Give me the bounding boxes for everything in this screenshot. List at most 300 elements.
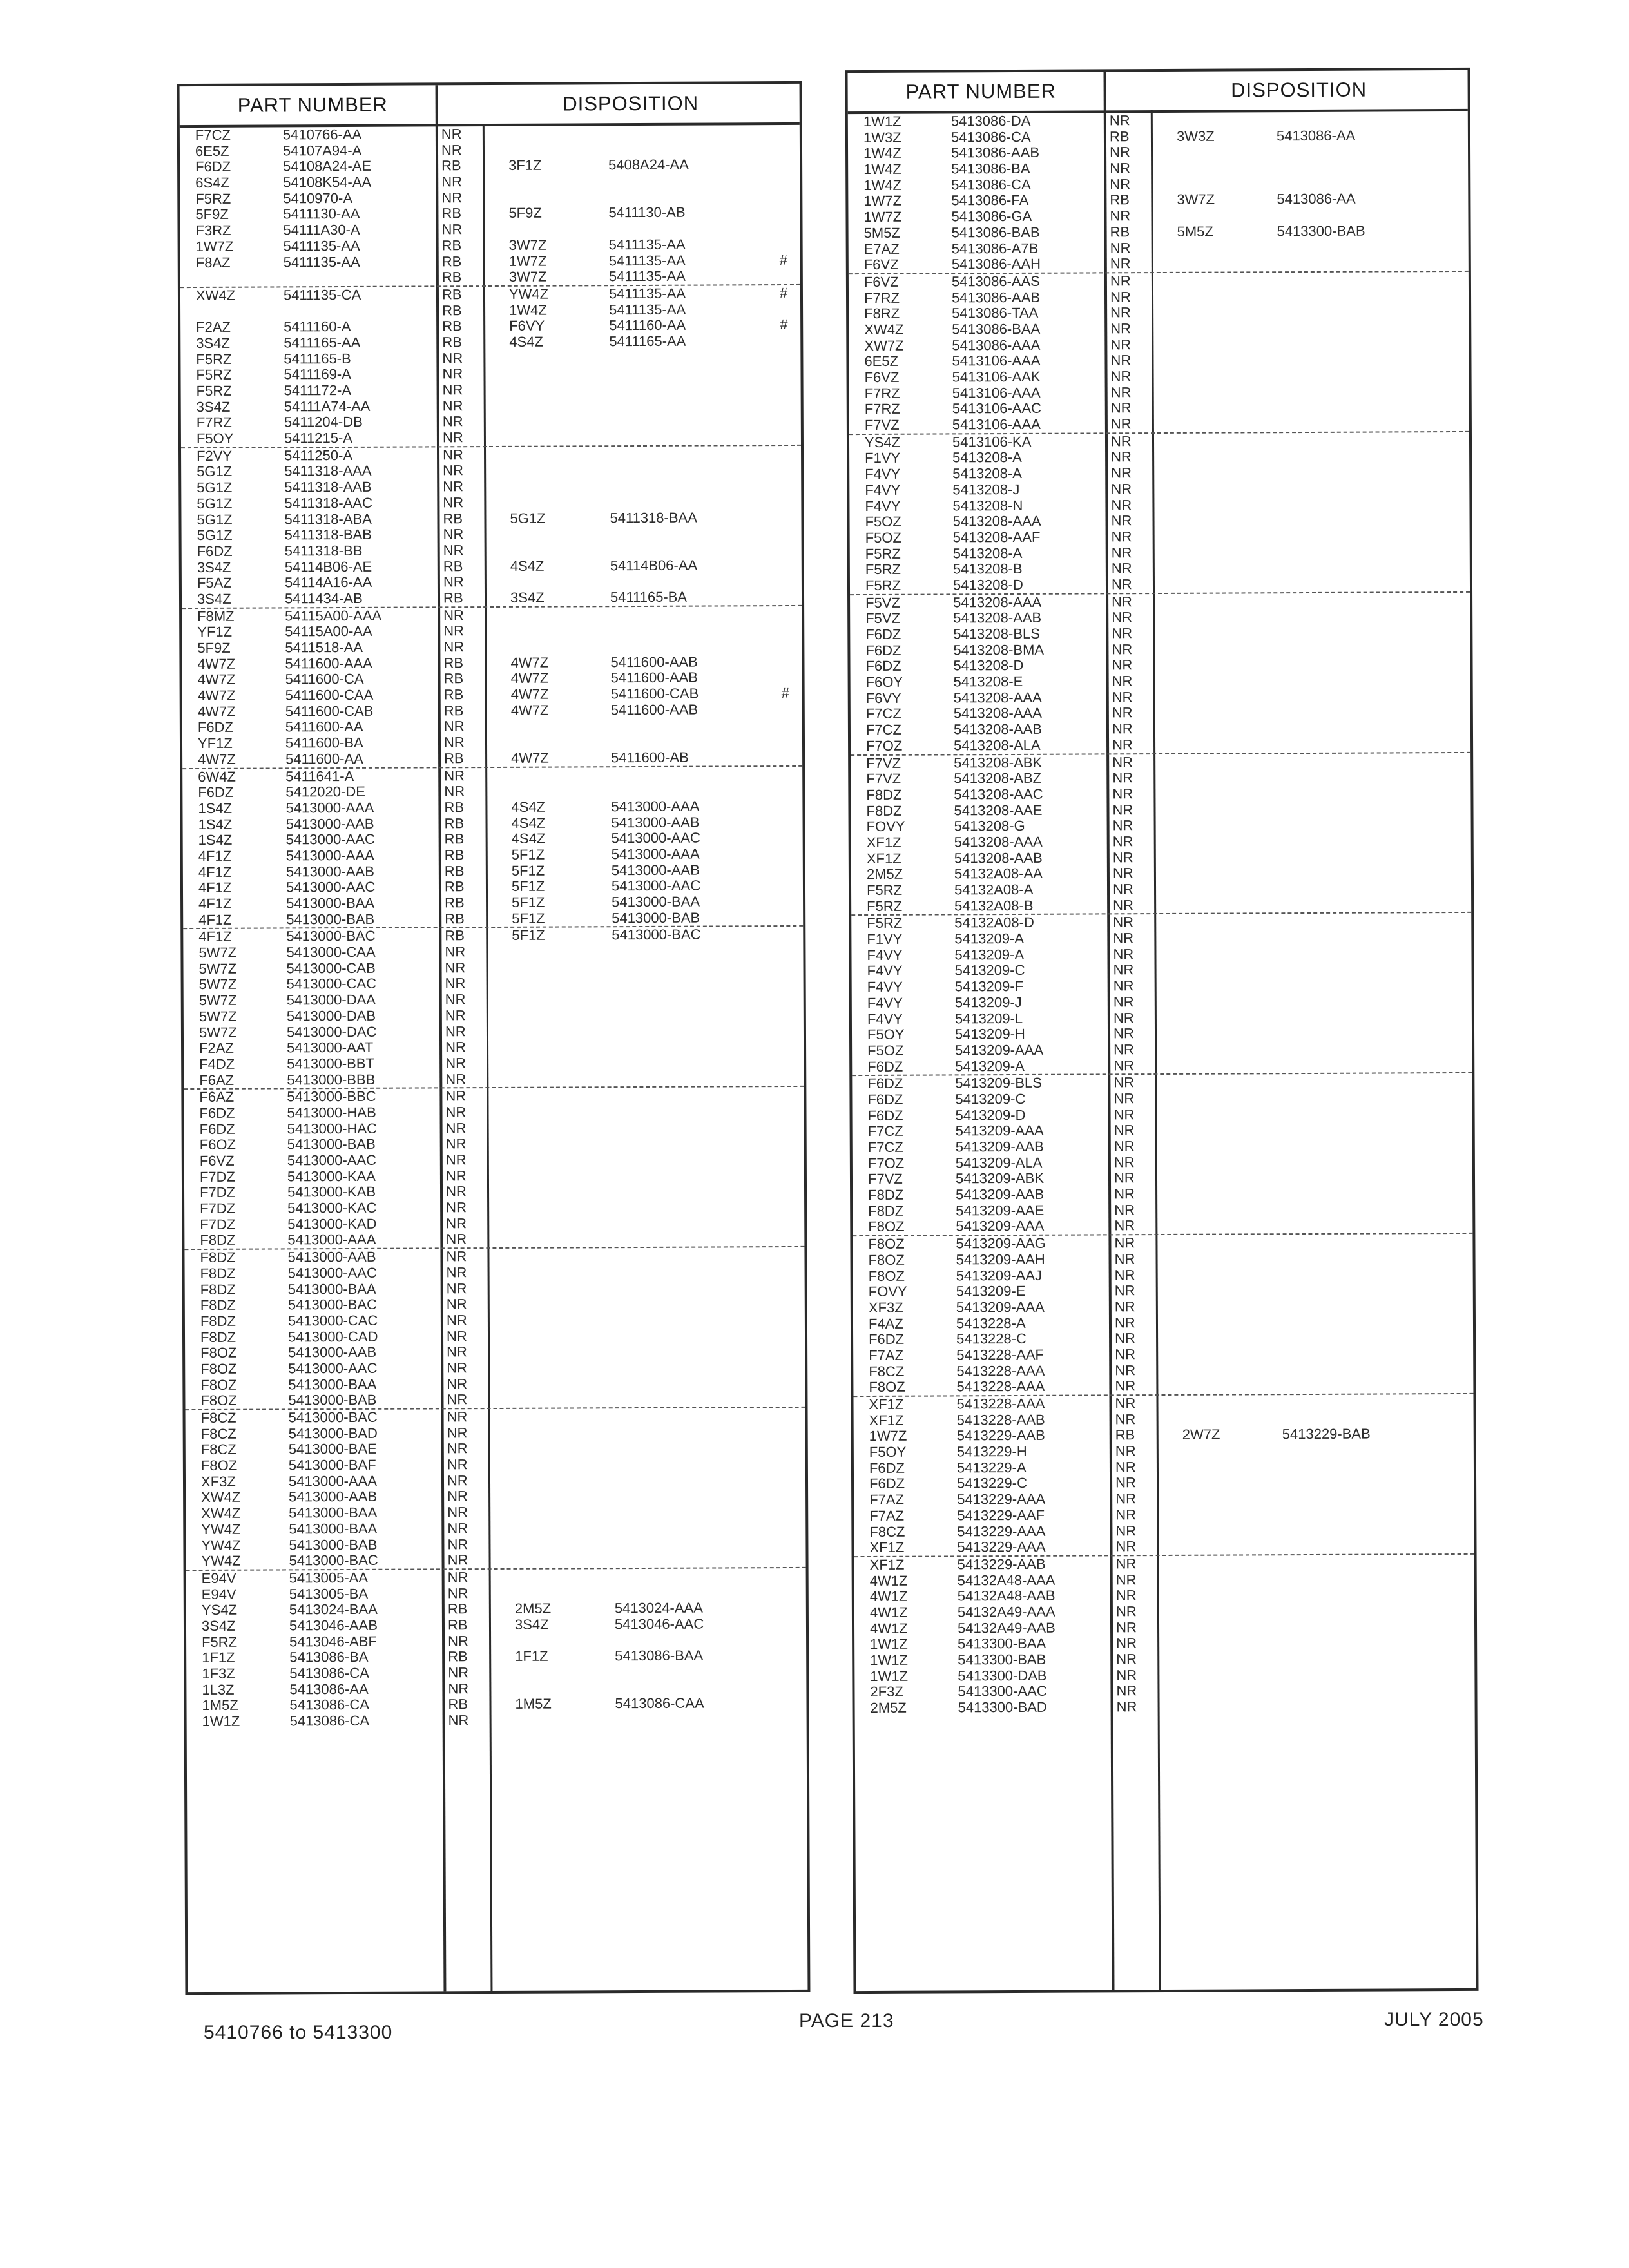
disposition-code: NR <box>1109 144 1130 160</box>
model-code: XF1Z <box>869 1412 904 1428</box>
part-number: 5413000-BBC <box>287 1088 376 1105</box>
part-number: 5413000-BAB <box>289 1536 378 1553</box>
part-number: 5413086-A7B <box>951 240 1039 256</box>
disposition-code: NR <box>1113 945 1134 963</box>
disposition-code: NR <box>1113 977 1134 994</box>
disposition-header: DISPOSITION <box>563 91 699 115</box>
new-model-code: 5F9Z <box>508 205 542 222</box>
disposition-code: NR <box>447 1488 468 1504</box>
disposition-code: RB <box>445 894 465 911</box>
table-row <box>182 749 802 768</box>
part-number: 5413000-AAB <box>287 1248 376 1265</box>
disposition-code: NR <box>1112 769 1133 786</box>
part-number: 5413208-BMA <box>953 641 1045 658</box>
part-number: 5413000-AAC <box>287 1151 377 1169</box>
model-code: F4VY <box>867 947 903 963</box>
new-model-code: 5F1Z <box>512 910 545 927</box>
model-code: 5W7Z <box>198 944 237 961</box>
new-model-code: 5F1Z <box>511 878 545 895</box>
part-number: 5413000-CAC <box>287 1312 378 1329</box>
model-code: F8DZ <box>200 1312 236 1329</box>
disposition-code: NR <box>1113 1090 1135 1107</box>
part-number: 5413209-AAB <box>956 1186 1045 1203</box>
disposition-code: NR <box>446 1231 467 1247</box>
model-code: 5F9Z <box>195 206 229 223</box>
part-number: 5413209-AAA <box>955 1041 1044 1059</box>
model-code: F7CZ <box>195 126 231 144</box>
part-number: 5413208-ABK <box>954 754 1043 771</box>
disposition-code: NR <box>1112 817 1133 834</box>
model-code: F6DZ <box>199 1120 235 1137</box>
model-code: E94V <box>201 1570 236 1586</box>
model-code: 6W4Z <box>198 768 236 785</box>
part-number: 54115A00-AA <box>285 623 372 640</box>
disposition-code: NR <box>1111 544 1132 561</box>
part-number: 54132A48-AAB <box>957 1587 1055 1604</box>
new-model-code: 4W7Z <box>510 702 549 718</box>
part-number: 5413208-BLS <box>953 625 1040 642</box>
disposition-code: NR <box>1111 576 1132 593</box>
model-code: F8OZ <box>200 1360 237 1377</box>
new-model-code: 3W7Z <box>508 236 547 253</box>
model-code: F1VY <box>867 930 903 948</box>
disposition-code: NR <box>1116 1682 1137 1699</box>
part-number: 5413209-AAE <box>956 1202 1045 1219</box>
part-number: 5413208-A <box>952 544 1023 561</box>
part-number: 5413228-AAA <box>956 1362 1045 1379</box>
disposition-code: RB <box>441 157 461 174</box>
disposition-code: NR <box>445 1070 467 1087</box>
model-code: 2M5Z <box>870 1699 907 1716</box>
part-number: 5413208-AAA <box>953 705 1042 722</box>
part-number: 5413208-AAB <box>953 610 1042 626</box>
disposition-code: RB <box>441 237 462 254</box>
part-number: 5413000-HAB <box>287 1104 376 1121</box>
disposition-code: NR <box>1115 1395 1136 1412</box>
new-model-code: 1F1Z <box>515 1648 548 1665</box>
model-code: YW4Z <box>201 1552 241 1570</box>
disposition-code: NR <box>1112 609 1133 626</box>
model-code: E94V <box>201 1586 236 1602</box>
disposition-code: NR <box>443 478 464 495</box>
part-number: 5411600-BA <box>285 735 363 751</box>
model-code: F4VY <box>865 465 901 483</box>
part-number: 54115A00-AAA <box>285 607 382 624</box>
model-code: F6DZ <box>865 626 901 642</box>
disposition-code: NR <box>1110 416 1132 432</box>
table-row <box>849 415 1469 434</box>
model-code: F6DZ <box>869 1475 905 1492</box>
model-code: 4F1Z <box>198 847 232 864</box>
model-code: F6VZ <box>863 273 899 290</box>
part-number: 5413086-AAB <box>950 144 1040 161</box>
part-number: 5413000-AAC <box>285 879 376 896</box>
table-row <box>186 1551 805 1570</box>
disposition-code: NR <box>441 173 463 190</box>
disposition-code: NR <box>1113 1009 1134 1026</box>
part-number: 5413000-AAB <box>285 863 374 880</box>
disposition-code: RB <box>1109 128 1130 145</box>
disposition-code: NR <box>1112 736 1133 753</box>
disposition-code: NR <box>441 141 462 159</box>
disposition-code: RB <box>441 269 462 285</box>
model-code: F4DZ <box>199 1055 235 1072</box>
part-number: 5413209-D <box>955 1106 1026 1124</box>
disposition-code: RB <box>443 557 463 574</box>
model-code: F6DZ <box>869 1459 905 1476</box>
note-flag: # <box>781 685 789 702</box>
model-code: F6DZ <box>867 1091 903 1108</box>
disposition-code: NR <box>1112 657 1133 673</box>
disposition-code: RB <box>443 670 464 687</box>
disposition-code: NR <box>441 126 462 142</box>
part-number: 5413208-AAA <box>953 593 1042 611</box>
disposition-code: RB <box>443 654 464 671</box>
table-row <box>851 736 1470 754</box>
table-row <box>855 1698 1475 1716</box>
part-number: 54132A49-AAA <box>957 1603 1055 1620</box>
disposition-code: NR <box>446 1264 467 1281</box>
disposition-code: NR <box>1112 625 1133 642</box>
row-group <box>853 1234 1473 1397</box>
model-code: F2AZ <box>196 319 231 336</box>
part-number: 5413208-AAA <box>952 512 1041 530</box>
part-number: 5413208-B <box>952 561 1023 577</box>
part-number: 5413209-C <box>955 1090 1026 1108</box>
disposition-code: RB <box>447 1617 468 1633</box>
new-part-number: 5413000-AAA <box>611 798 700 815</box>
model-code: 1W7Z <box>195 238 234 255</box>
part-number: 5413000-CAC <box>286 975 377 992</box>
disposition-code: NR <box>1115 1538 1137 1555</box>
new-part-number: 5411600-AAB <box>610 653 698 670</box>
row-group <box>850 593 1470 756</box>
part-number: 5413209-C <box>954 962 1025 979</box>
disposition-code: NR <box>446 1199 467 1216</box>
part-number: 5413000-KAC <box>287 1199 377 1216</box>
footer-part-range: 5410766 to 5413300 <box>204 2022 393 2043</box>
model-code: F5AZ <box>197 575 232 591</box>
model-code: F4VY <box>867 963 903 979</box>
model-code: F7CZ <box>865 706 901 722</box>
part-number: 54111A30-A <box>283 222 360 238</box>
part-number: 5413209-AAG <box>956 1235 1046 1252</box>
new-model-code: 5F1Z <box>512 927 545 944</box>
model-code: 1F3Z <box>202 1665 235 1682</box>
model-code: F5RZ <box>195 190 231 207</box>
part-number: 54108A24-AE <box>283 158 372 175</box>
disposition-code: NR <box>445 1167 467 1184</box>
model-code: F5VZ <box>865 610 901 627</box>
row-group <box>186 1568 807 1730</box>
disposition-code: NR <box>445 959 466 976</box>
row-group <box>184 1247 805 1410</box>
model-code: 5G1Z <box>197 463 233 480</box>
disposition-code: NR <box>1112 640 1133 658</box>
new-part-number: 5411318-BAA <box>610 509 697 526</box>
model-code: 1W1Z <box>870 1667 909 1684</box>
part-number: 5413005-AA <box>289 1569 369 1586</box>
disposition-code: RB <box>444 862 465 879</box>
disposition-code: NR <box>443 734 465 751</box>
part-number: 5413209-AAA <box>956 1298 1045 1316</box>
part-number: 5413000-DAB <box>286 1007 376 1024</box>
note-flag: # <box>780 316 788 333</box>
new-model-code: F6VY <box>509 317 545 334</box>
model-code: 5M5Z <box>863 224 900 241</box>
part-number: 5413000-CAA <box>286 943 376 961</box>
part-number: 5413086-BAA <box>952 320 1041 338</box>
disposition-code: NR <box>1113 961 1134 978</box>
disposition-code: RB <box>1110 191 1130 208</box>
model-code: F8OZ <box>868 1267 905 1284</box>
model-code: F6DZ <box>197 719 233 736</box>
table-header <box>180 84 800 128</box>
part-number: 5413000-BAB <box>288 1392 377 1408</box>
disposition-code: NR <box>1109 112 1130 129</box>
model-code: 1F1Z <box>202 1649 235 1666</box>
new-model-code: 5F1Z <box>511 846 545 863</box>
part-number: 5413000-BAE <box>288 1441 377 1457</box>
disposition-code: NR <box>447 1440 468 1457</box>
part-number: 54132A08-AA <box>954 865 1043 882</box>
table-row <box>849 255 1469 273</box>
model-code: 1W4Z <box>863 177 902 193</box>
part-number: 5413000-BAB <box>286 910 375 928</box>
part-number: 5413000-BAB <box>287 1136 376 1153</box>
part-number: 5413208-ABZ <box>954 769 1042 787</box>
row-group <box>848 111 1469 274</box>
model-code: F8OZ <box>868 1251 905 1268</box>
disposition-code: NR <box>447 1424 468 1441</box>
model-code: F6DZ <box>199 1104 235 1121</box>
disposition-code: RB <box>441 286 462 303</box>
disposition-code: NR <box>443 573 464 590</box>
part-number: 5413000-BAA <box>286 894 375 912</box>
model-code: F6VZ <box>864 369 900 386</box>
new-part-number: 5411130-AB <box>608 204 686 221</box>
disposition-code: NR <box>1113 1074 1135 1091</box>
disposition-code: NR <box>1115 1619 1137 1635</box>
new-part-number: 5413086-BAA <box>615 1647 704 1664</box>
model-code: XF1Z <box>866 850 901 867</box>
model-code: YS4Z <box>201 1601 237 1619</box>
new-model-code: 5F1Z <box>512 894 545 910</box>
part-number: 5413000-BAA <box>288 1376 377 1393</box>
part-number: 5413228-AAA <box>956 1395 1045 1412</box>
part-number: 5413229-C <box>957 1475 1027 1492</box>
model-code: F8DZ <box>200 1296 236 1314</box>
part-number: 5413209-A <box>954 946 1025 963</box>
model-code: 5G1Z <box>197 479 233 496</box>
disposition-code: NR <box>1115 1474 1136 1491</box>
disposition-code: RB <box>444 750 464 767</box>
part-number: 5413228-C <box>956 1331 1027 1347</box>
disposition-code: NR <box>447 1360 468 1376</box>
disposition-code: NR <box>1113 1041 1134 1058</box>
part-number: 5413000-DAA <box>286 991 376 1008</box>
model-code: 1W1Z <box>870 1636 908 1653</box>
part-number: 5411600-AAA <box>285 655 372 672</box>
disposition-code: NR <box>1116 1651 1137 1667</box>
disposition-code: NR <box>442 365 463 382</box>
disposition-code: NR <box>1113 1025 1134 1042</box>
new-model-code: 5F1Z <box>511 862 545 879</box>
model-code: F8RZ <box>864 305 900 322</box>
table-row <box>184 1070 804 1088</box>
model-code: 3S4Z <box>201 1617 236 1634</box>
model-code: F6DZ <box>195 159 231 175</box>
part-number: 5413209-AAA <box>955 1122 1044 1139</box>
new-model-code: 2W7Z <box>1182 1426 1220 1443</box>
model-code: F8OZ <box>868 1218 905 1235</box>
part-number: 5413086-BAB <box>951 224 1040 241</box>
disposition-code: NR <box>443 718 465 735</box>
model-code: 2M5Z <box>866 866 903 883</box>
disposition-code: NR <box>447 1375 468 1392</box>
disposition-code: NR <box>1113 914 1134 930</box>
part-number: 5413300-BAB <box>958 1651 1046 1668</box>
disposition-code: RB <box>441 253 462 269</box>
disposition-code: NR <box>447 1504 468 1521</box>
disposition-code: NR <box>1115 1522 1137 1539</box>
part-number-header: PART NUMBER <box>905 79 1056 103</box>
part-number: 5413000-BBB <box>287 1071 376 1088</box>
model-code: F7RZ <box>863 289 900 306</box>
part-number: 5413229-AAA <box>957 1523 1046 1539</box>
disposition-code: RB <box>447 1600 468 1617</box>
disposition-code: NR <box>1110 288 1131 305</box>
disposition-code: NR <box>1115 1490 1137 1507</box>
model-code: 1M5Z <box>202 1697 238 1714</box>
model-code: F8CZ <box>200 1409 236 1426</box>
disposition-code: NR <box>1112 785 1133 802</box>
new-part-number: 5413000-AAC <box>611 829 700 847</box>
disposition-code: NR <box>1114 1201 1135 1218</box>
disposition-code: NR <box>1115 1443 1136 1459</box>
disposition-code: NR <box>442 381 463 398</box>
part-number: 5411130-AA <box>283 206 360 222</box>
model-code: XF1Z <box>869 1396 904 1412</box>
disposition-code: NR <box>445 1088 467 1104</box>
model-code: FOVY <box>866 818 905 835</box>
part-number: 5413086-CA <box>289 1664 369 1682</box>
disposition-code: NR <box>448 1680 469 1697</box>
model-code: 1W7Z <box>863 208 902 226</box>
disposition-code: NR <box>1115 1587 1137 1604</box>
disposition-code: NR <box>1111 465 1132 481</box>
part-number: 5413024-BAA <box>289 1601 378 1618</box>
part-number: 5411165-B <box>284 350 351 367</box>
model-code: F6DZ <box>869 1331 905 1348</box>
part-number: 5413208-A <box>952 449 1022 466</box>
model-code: F6DZ <box>867 1075 903 1092</box>
part-number: 5413209-AAB <box>955 1138 1044 1155</box>
model-code: F5RZ <box>866 881 903 898</box>
table-row <box>853 1377 1473 1396</box>
part-number: 5413000-BAA <box>289 1504 378 1521</box>
part-number: 5413209-A <box>955 1057 1025 1074</box>
disposition-code: RB <box>445 927 465 944</box>
part-number: 5413228-AAB <box>956 1411 1045 1428</box>
model-code: 4W1Z <box>869 1620 908 1637</box>
part-number: 5413209-AAH <box>956 1251 1045 1268</box>
disposition-code: NR <box>445 1151 467 1168</box>
model-code: E7AZ <box>863 240 900 257</box>
part-number: 5411600-AA <box>285 750 363 767</box>
disposition-code: RB <box>1115 1427 1135 1443</box>
new-part-number: 5411135-AA <box>608 236 686 253</box>
part-number: 5413086-CA <box>289 1696 370 1713</box>
model-code: YW4Z <box>201 1537 241 1553</box>
disposition-code: NR <box>447 1552 468 1568</box>
new-part-number: 5411135-AA <box>608 252 686 269</box>
model-code: XW7Z <box>864 337 904 354</box>
model-code: 5W7Z <box>198 976 237 993</box>
new-model-code: 3F1Z <box>508 157 542 174</box>
part-number: 5412020-DE <box>285 783 365 800</box>
part-number: 5411215-A <box>284 430 353 447</box>
disposition-code: NR <box>446 1296 467 1312</box>
model-code: F7RZ <box>196 414 232 431</box>
disposition-code: NR <box>1112 753 1133 770</box>
part-number: 5413000-BAC <box>288 1408 378 1426</box>
disposition-code: NR <box>443 494 464 511</box>
model-code: F6OY <box>865 673 903 691</box>
disposition-code: RB <box>443 686 464 703</box>
disposition-code: NR <box>446 1248 467 1265</box>
model-code: XF1Z <box>866 834 901 850</box>
disposition-code: NR <box>442 413 463 430</box>
note-flag: # <box>779 284 788 301</box>
row-group <box>181 446 802 609</box>
part-number: 5413209-AAJ <box>956 1267 1043 1283</box>
table-row <box>851 896 1471 915</box>
disposition-code: NR <box>447 1456 468 1473</box>
part-number: 5411250-A <box>284 447 353 464</box>
disposition-code: NR <box>441 189 463 206</box>
model-code: F8OZ <box>200 1344 237 1361</box>
model-code: 3S4Z <box>196 398 231 415</box>
disposition-code: NR <box>442 349 463 366</box>
part-number: 5413000-KAD <box>287 1215 377 1233</box>
table-row <box>185 1390 805 1409</box>
model-code: F5OZ <box>865 513 901 530</box>
model-code: XF1Z <box>869 1556 905 1573</box>
disposition-code: NR <box>1114 1266 1135 1283</box>
table-row <box>183 910 803 928</box>
disposition-code: NR <box>443 526 464 543</box>
part-number: 5413086-AAH <box>951 255 1041 273</box>
part-number: 5413208-D <box>952 576 1023 593</box>
new-part-number: 5413229-BAB <box>1282 1425 1371 1443</box>
part-number: 5411318-BB <box>284 542 363 559</box>
disposition-code: NR <box>1114 1282 1135 1299</box>
model-code: F2AZ <box>199 1039 234 1057</box>
model-code: 5G1Z <box>197 495 233 512</box>
disposition-code: NR <box>1112 865 1133 881</box>
model-code: 1S4Z <box>198 832 233 849</box>
part-number: 5413000-AAC <box>288 1360 378 1377</box>
disposition-code: NR <box>1113 1122 1135 1139</box>
model-code: 5G1Z <box>197 511 233 528</box>
model-code: F4VY <box>865 497 901 514</box>
disposition-code: NR <box>1110 304 1131 321</box>
part-number: 54132A08-B <box>954 897 1034 914</box>
new-model-code: 4S4Z <box>509 333 543 350</box>
model-code: F7DZ <box>200 1200 236 1217</box>
model-code: F6VZ <box>199 1152 235 1169</box>
